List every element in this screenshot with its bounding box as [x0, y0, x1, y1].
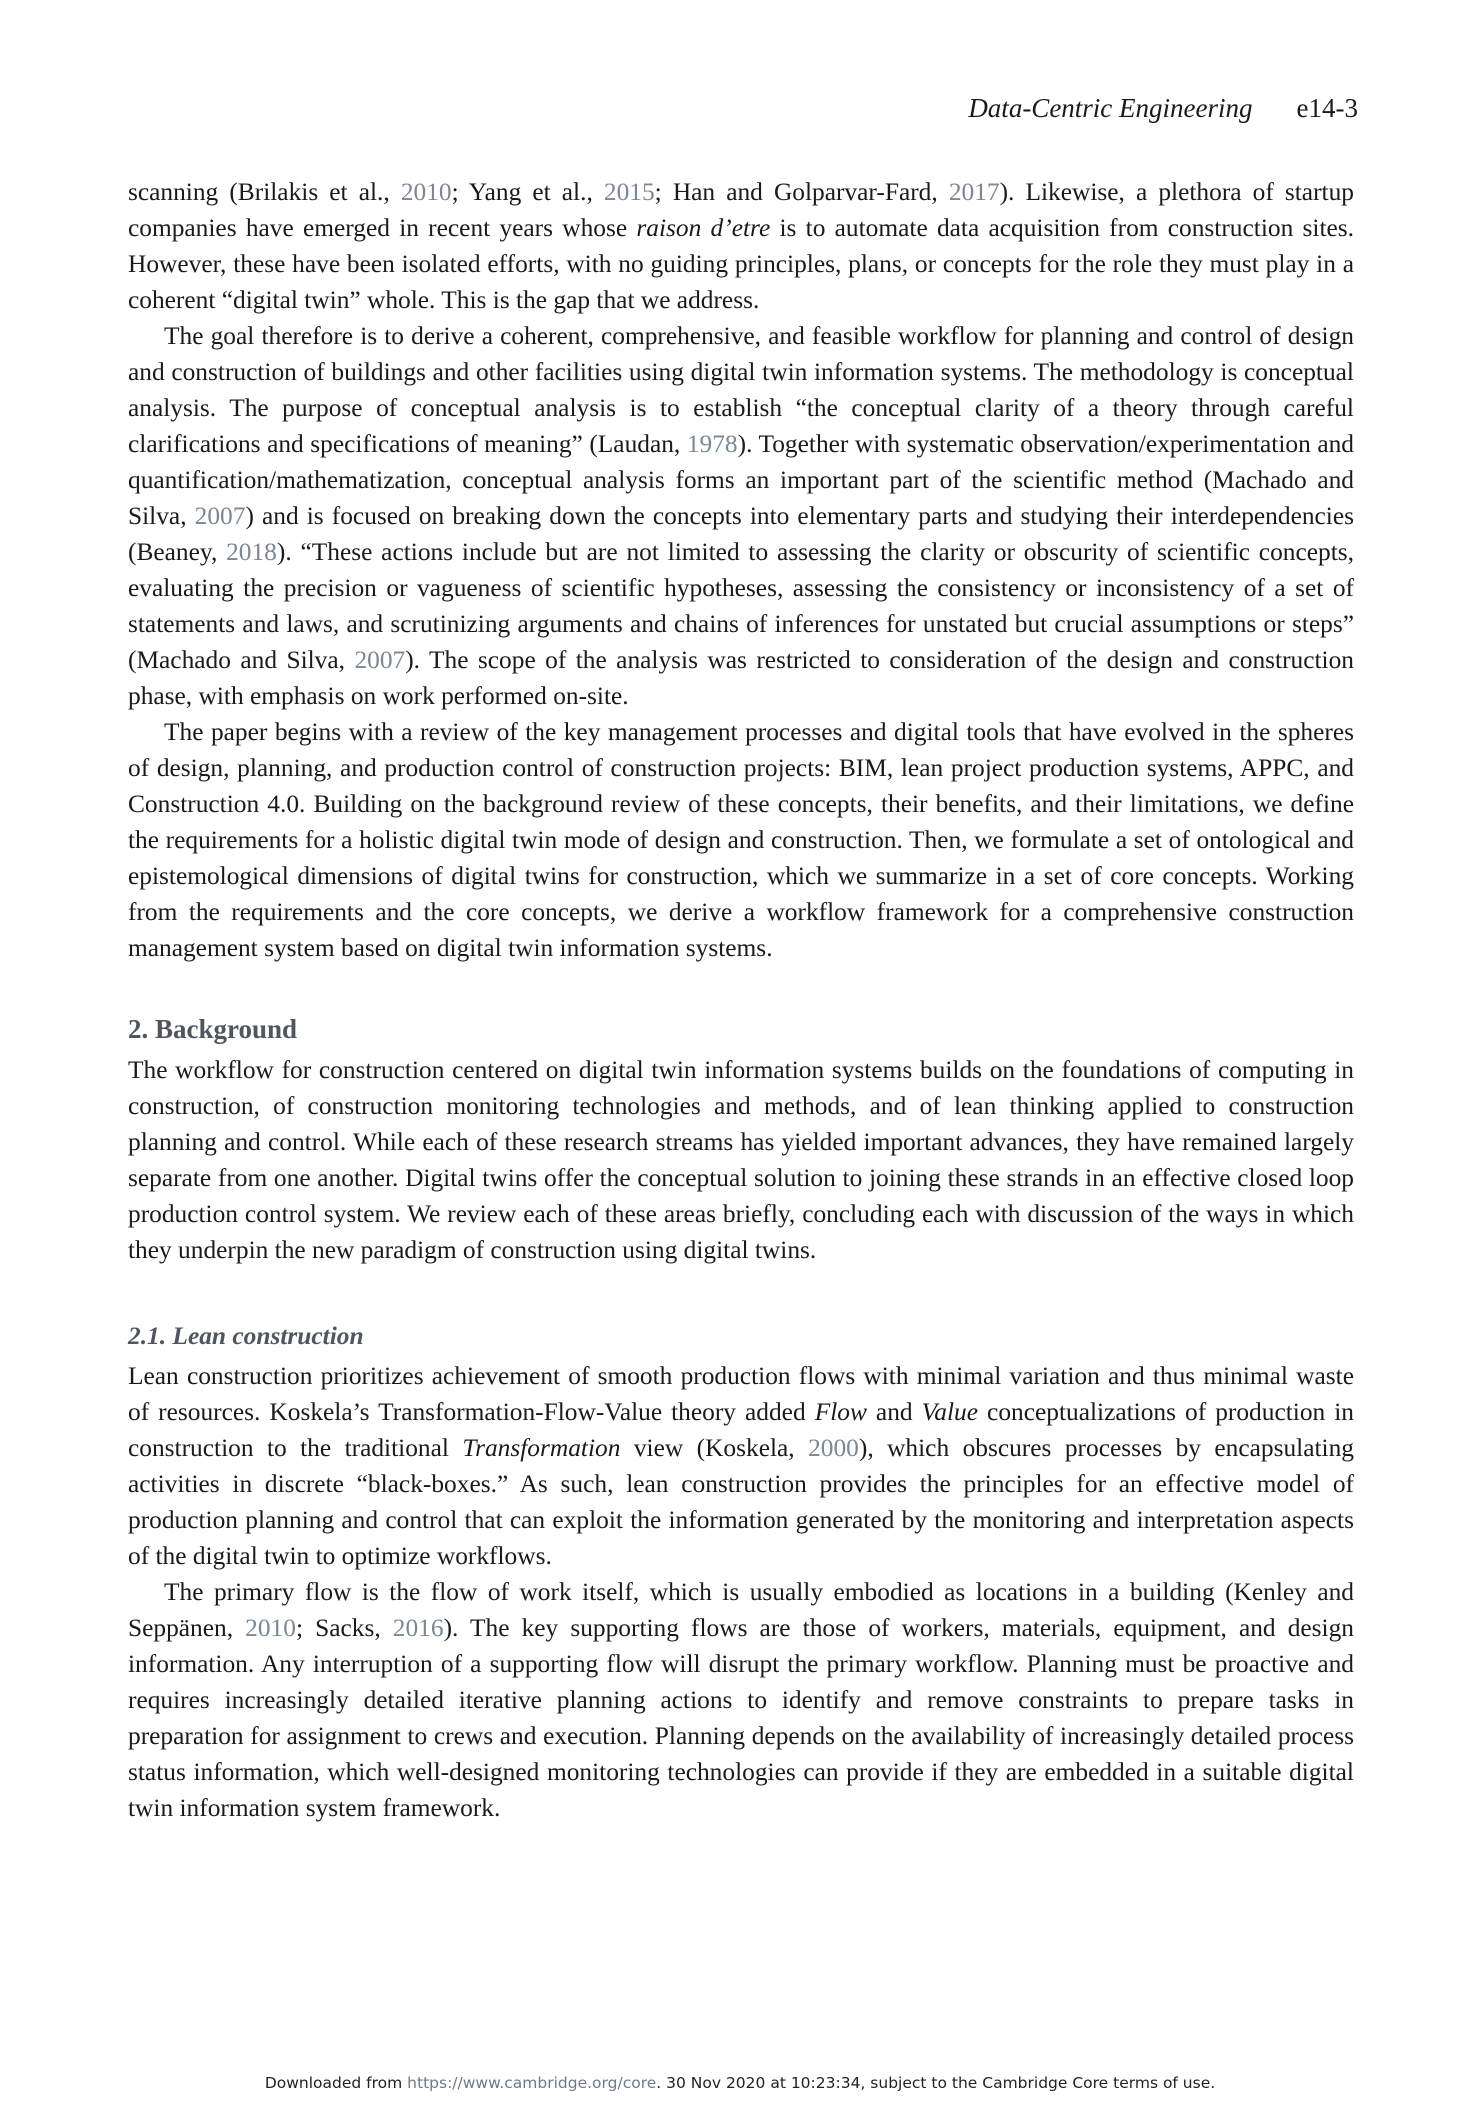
article-body — [128, 174, 1354, 1826]
paragraph-outline: The paper begins with a review of the key management processes and digital tools that have evolved in the spheres of design, planning, and production control of construction projects: BIM, lean project production systems, APPC, and Construction 4.0. Building on the background review of these concepts, their benefits, and their limitations, we define the requirements for a holistic digital twin mode of design and construction. Then, we formulate a set of ontological and epistemological dimensions of digital twins for construction, which we summarize in a set of core concepts. Working from the requirements and the core concepts, we derive a workflow framework for a comprehensive construction management system based on digital twin information systems. — [128, 718, 1354, 962]
text-run: view (Koskela, — [620, 1434, 809, 1462]
footer-text: . 30 Nov 2020 at 10:23:34, subject to the Cambridge Core terms of use. — [656, 2074, 1216, 2092]
paragraph-goal — [128, 318, 1354, 714]
text-run: ; Sacks, — [295, 1614, 393, 1642]
citation-link[interactable]: 2007 — [194, 502, 246, 530]
text-run: The goal therefore is to derive a coherent, comprehensive, and feasible workflow for planning and control of design and construction of buildings and other facilities using digital twin information systems. The methodology is conceptual analysis. The purpose of conceptual analysis is to establish “the conceptual clarity of a theory through careful clarifications and specifications of meaning” (Laudan, — [128, 322, 1354, 458]
download-footer — [0, 2074, 1480, 2092]
running-head — [968, 90, 1358, 126]
citation-link[interactable]: 2010 — [245, 1614, 296, 1642]
text-run: ). The key supporting flows are those of workers, materials, equipment, and design information. Any interruption of a supporting flow will disrupt the primary workflow. Planning must be proactive and requires increasingly detailed iterative planning actions to identify and remove constraints to prepare tasks in preparation for assignment to crews and execution. Planning depends on the availability of increasingly detailed process status information, which well-designed monitoring technologies can provide if they are embedded in a suitable digital twin information system framework. — [128, 1614, 1354, 1822]
text-run: scanning (Brilakis et al., — [128, 178, 401, 206]
text-run: The primary flow is the flow of work itself, which is usually embodied as locations in a building (Kenley and Seppänen, — [128, 1578, 1354, 1642]
paragraph-lean-2 — [128, 1574, 1354, 1826]
italic-term: Flow — [814, 1398, 867, 1426]
text-run: is to automate data acquisition from construction sites. However, these have been isolated efforts, with no guiding principles, plans, or concepts for the role they must play in a coherent “digital twin” whole. This is the gap that we address. — [128, 214, 1355, 314]
footer-text: Downloaded from — [264, 2074, 408, 2092]
paragraph-intro-continued — [128, 174, 1354, 318]
text-run: ), which obscures processes by encapsulating activities in discrete “black-boxes.” As such, lean construction provides the principles for an effective model of production planning and control that can exploit the information generated by the monitoring and interpretation aspects of the digital twin to optimize workflows. — [128, 1434, 1354, 1570]
paragraph-lean-1 — [128, 1358, 1354, 1574]
cambridge-core-link[interactable]: https://www.cambridge.org/core — [407, 2074, 657, 2092]
text-run: ; Yang et al., — [451, 178, 604, 206]
text-run: ). Likewise, a plethora of startup companies have emerged in recent years whose — [128, 178, 1354, 242]
text-run: conceptualizations of production in construction to the traditional — [128, 1398, 1354, 1462]
text-run: ). The scope of the analysis was restricted to consideration of the design and construction phase, with emphasis on work performed on-site. — [128, 646, 1354, 710]
text-run: ; Han and Golparvar-Fard, — [654, 178, 949, 206]
citation-link[interactable]: 2010 — [400, 178, 452, 206]
citation-link[interactable]: 2007 — [354, 646, 406, 674]
text-run: ). “These actions include but are not limited to assessing the clarity or obscurity of scientific concepts, evaluating the precision or vagueness of scientific hypotheses, assessing the consistency or inconsistency of a set of statements and laws, and scrutinizing arguments and chains of inferences for unstated but crucial assumptions or steps” (Machado and Silva, — [128, 538, 1354, 674]
italic-term: Transformation — [462, 1434, 621, 1462]
citation-link[interactable]: 2015 — [603, 178, 655, 206]
section-heading-background: 2. Background — [128, 1014, 298, 1044]
text-run: ) and is focused on breaking down the concepts into elementary parts and studying their interdependencies (Beaney, — [128, 502, 1355, 566]
text-run: ). Together with systematic observation/experimentation and quantification/mathematization, conceptual analysis forms an important part of the scientific method (Machado and Silva, — [128, 430, 1354, 530]
page-number: e14-3 — [1296, 93, 1358, 123]
citation-link[interactable]: 2017 — [948, 178, 1000, 206]
citation-link[interactable]: 2018 — [226, 538, 277, 566]
text-run: Lean construction prioritizes achievement of smooth production flows with minimal variation and thus minimal waste of resources. Koskela’s Transformation-Flow-Value theory added — [128, 1362, 1354, 1426]
citation-link[interactable]: 1978 — [686, 430, 738, 458]
citation-link[interactable]: 2016 — [392, 1614, 444, 1642]
journal-title: Data-Centric Engineering — [968, 93, 1253, 123]
italic-term: raison d’etre — [636, 214, 771, 242]
citation-link[interactable]: 2000 — [808, 1434, 859, 1462]
italic-term: Value — [921, 1398, 979, 1426]
subsection-heading-lean-construction: 2.1. Lean construction — [128, 1322, 364, 1350]
text-run: and — [866, 1398, 922, 1426]
paragraph-background: The workflow for construction centered on digital twin information systems builds on the foundations of computing in construction, of construction monitoring technologies and methods, and of lean thinking applied to construction planning and control. While each of these research streams has yielded important advances, they have remained largely separate from one another. Digital twins offer the conceptual solution to joining these strands in an effective closed loop production control system. We review each of these areas briefly, concluding each with discussion of the ways in which they underpin the new paradigm of construction using digital twins. — [128, 1056, 1354, 1264]
